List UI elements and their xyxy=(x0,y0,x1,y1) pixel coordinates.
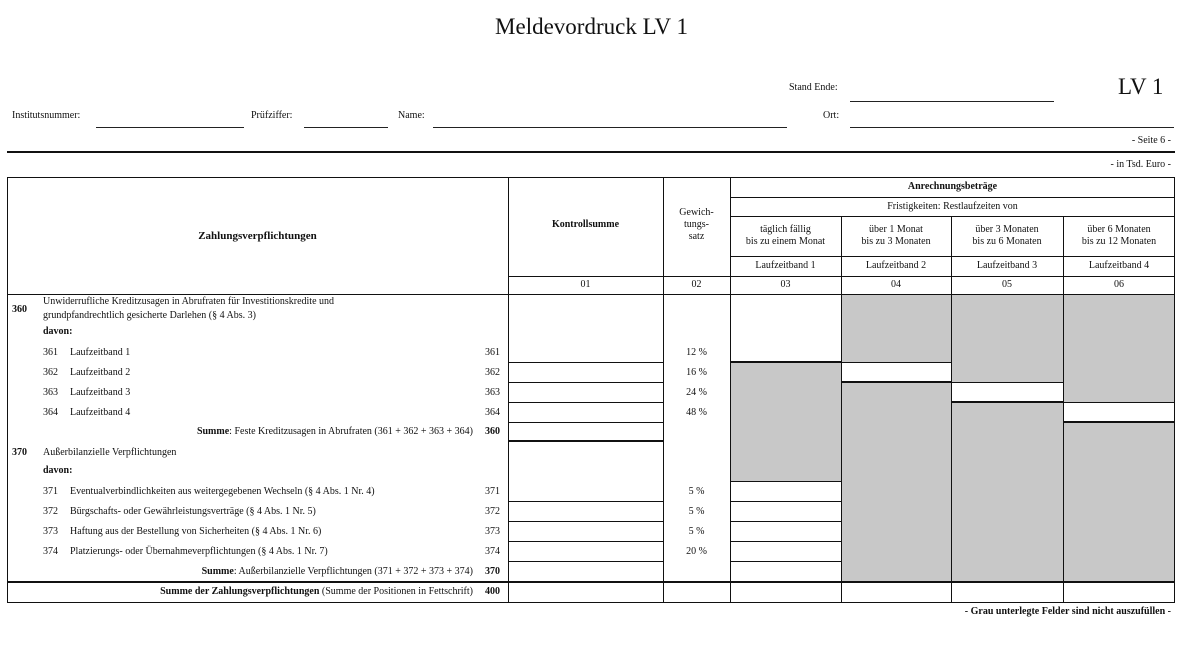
ort-field[interactable] xyxy=(850,127,1174,128)
row-label: Laufzeitband 2 xyxy=(70,367,131,378)
row-position: 374 xyxy=(485,546,500,557)
row-divider xyxy=(508,422,663,423)
footer-note: - Grau unterlegte Felder sind nicht auszufüllen - xyxy=(964,606,1171,617)
sum-text: : Feste Kreditzusagen in Abrufraten (361 + 362 + 363 + 364) xyxy=(229,426,473,437)
laufzeitband-2-header: Laufzeitband 2 xyxy=(865,260,927,271)
row-position: 361 xyxy=(485,347,500,358)
row-label: Platzierungs- oder Übernahmeverpflichtungen (§ 4 Abs. 1 Nr. 7) xyxy=(70,546,328,557)
total-bold: Summe der Zahlungsverpflichtungen xyxy=(160,586,320,597)
row-code: 362 xyxy=(43,367,58,378)
row-divider xyxy=(508,541,663,542)
row-code: 364 xyxy=(43,407,58,418)
fristigkeiten-header: Fristigkeiten: Restlaufzeiten von xyxy=(887,200,1018,212)
row-code: 372 xyxy=(43,506,58,517)
weight-percent: 5 % xyxy=(688,526,705,537)
total-position: 400 xyxy=(485,586,500,597)
laufzeitband-1-header: Laufzeitband 1 xyxy=(755,260,816,271)
row-divider xyxy=(1063,402,1175,403)
row-label: Laufzeitband 1 xyxy=(70,347,131,358)
institutsnummer-label: Institutsnummer: xyxy=(12,110,81,121)
laufzeitband-3-header: Laufzeitband 3 xyxy=(976,260,1038,271)
col-number-03: 03 xyxy=(780,279,791,290)
sum-370-label xyxy=(202,566,473,578)
laufzeitband-4-header: Laufzeitband 4 xyxy=(1088,260,1150,271)
weight-percent: 20 % xyxy=(686,546,707,557)
row-label: Haftung aus der Bestellung von Sicherheiten (§ 4 Abs. 1 Nr. 6) xyxy=(70,526,322,537)
col-divider xyxy=(508,177,509,603)
page-title: Meldevordruck LV 1 xyxy=(495,14,688,39)
row-label: Laufzeitband 4 xyxy=(70,407,131,418)
row-code: 374 xyxy=(43,546,58,557)
header-rule xyxy=(7,151,1175,153)
section-370-text: Außerbilanzielle Verpflichtungen xyxy=(43,447,177,458)
page-number: - Seite 6 - xyxy=(1131,135,1171,146)
row-divider xyxy=(508,521,663,522)
row-position: 364 xyxy=(485,407,500,418)
sum-text: : Außerbilanzielle Verpflichtungen (371 + 372 + 373 + 374) xyxy=(233,566,473,577)
row-divider xyxy=(841,381,951,383)
col-number-05: 05 xyxy=(1002,279,1012,290)
sum-360-label xyxy=(197,426,473,438)
total-text: (Summe der Positionen in Fettschrift) xyxy=(319,586,473,597)
weight-percent: 5 % xyxy=(688,506,705,517)
row-divider xyxy=(508,440,663,442)
col04-header: über 1 Monat bis zu 3 Monaten xyxy=(861,224,931,247)
col-number-01: 01 xyxy=(580,279,591,290)
institutsnummer-field[interactable] xyxy=(96,127,244,128)
main-header: Zahlungsverpflichtungen xyxy=(198,229,317,242)
row-divider xyxy=(730,501,841,502)
row-divider xyxy=(951,401,1063,403)
row-position: 363 xyxy=(485,387,500,398)
row-divider xyxy=(508,362,663,363)
sum-position: 370 xyxy=(485,566,500,577)
row-position: 373 xyxy=(485,526,500,537)
pruefziffer-field[interactable] xyxy=(304,127,388,128)
row-divider xyxy=(7,294,1175,295)
section-code-360: 360 xyxy=(12,304,27,315)
row-divider xyxy=(730,541,841,542)
weight-percent: 12 % xyxy=(686,347,707,358)
row-label: Laufzeitband 3 xyxy=(70,387,131,398)
kontrollsumme-header: Kontrollsumme xyxy=(551,219,620,230)
davon-label: davon: xyxy=(43,326,73,337)
name-field[interactable] xyxy=(433,127,787,128)
stand-ende-label: Stand Ende: xyxy=(789,82,838,93)
row-divider xyxy=(508,402,663,403)
anrechnungsbetraege-header: Anrechnungsbeträge xyxy=(907,181,998,192)
col06-header: über 6 Monaten bis zu 12 Monaten xyxy=(1081,224,1157,247)
row-label: Bürgschafts- oder Gewährleistungsverträge (§ 4 Abs. 1 Nr. 5) xyxy=(70,506,316,517)
row-code: 363 xyxy=(43,387,58,398)
form-code: LV 1 xyxy=(1118,74,1164,99)
total-row-divider xyxy=(7,581,1175,583)
row-position: 371 xyxy=(485,486,500,497)
row-position: 372 xyxy=(485,506,500,517)
sum-bold: Summe xyxy=(201,566,234,577)
row-divider xyxy=(508,561,663,562)
section-code-370: 370 xyxy=(12,447,27,458)
row-divider xyxy=(730,561,841,562)
weight-percent: 24 % xyxy=(686,387,707,398)
section-360-text: Unwiderrufliche Kreditzusagen in Abrufraten für Investitionskredite und xyxy=(43,296,335,307)
sum-position: 360 xyxy=(485,426,500,437)
col-number-02: 02 xyxy=(691,279,702,290)
weight-percent: 48 % xyxy=(686,407,707,418)
row-divider xyxy=(508,382,663,383)
gewichtungssatz-header: Gewich- tungs- satz xyxy=(679,207,714,242)
pruefziffer-label: Prüfziffer: xyxy=(251,110,293,121)
row-code: 361 xyxy=(43,347,58,358)
col-number-06: 06 xyxy=(1114,279,1124,290)
row-divider xyxy=(1063,421,1175,423)
section-360-text: grundpfandrechtlich gesicherte Darlehen (§ 4 Abs. 3) xyxy=(43,310,256,321)
row-divider xyxy=(730,481,841,482)
weight-percent: 5 % xyxy=(688,486,705,497)
stand-ende-field[interactable] xyxy=(850,101,1054,102)
row-label: Eventualverbindlichkeiten aus weitergegebenen Wechseln (§ 4 Abs. 1 Nr. 4) xyxy=(70,486,375,497)
row-position: 362 xyxy=(485,367,500,378)
col03-header: täglich fällig bis zu einem Monat xyxy=(745,224,826,247)
row-divider xyxy=(841,362,951,363)
sum-bold: Summe xyxy=(196,426,230,437)
name-label: Name: xyxy=(398,110,425,121)
ort-label: Ort: xyxy=(823,110,840,121)
davon-label: davon: xyxy=(43,465,73,476)
unit-label: - in Tsd. Euro - xyxy=(1110,159,1171,170)
total-label xyxy=(160,586,473,598)
row-divider xyxy=(730,521,841,522)
col05-header: über 3 Monaten bis zu 6 Monaten xyxy=(972,224,1042,247)
row-divider xyxy=(730,361,841,363)
row-code: 373 xyxy=(43,526,58,537)
weight-percent: 16 % xyxy=(686,367,707,378)
col-number-04: 04 xyxy=(891,279,901,290)
row-divider xyxy=(508,501,663,502)
row-divider xyxy=(951,382,1063,383)
row-code: 371 xyxy=(43,486,58,497)
